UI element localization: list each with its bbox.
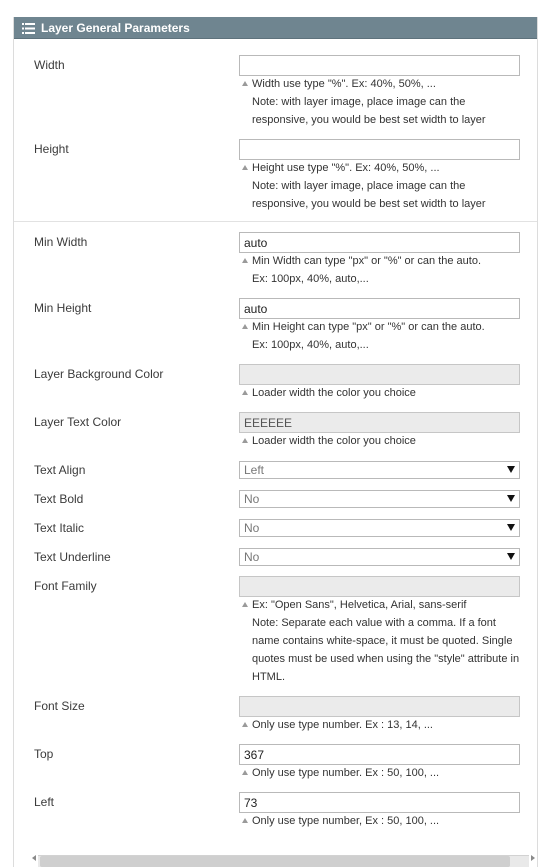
height-note: Height use type "%". Ex: 40%, 50%, ... Note: with layer image, place image can the responsive, you would be best set width to layer (239, 159, 524, 213)
text-italic-select[interactable] (239, 519, 520, 537)
font-family-input[interactable] (239, 576, 520, 597)
dropdown-arrow-icon (507, 524, 515, 531)
text-color-input[interactable] (239, 412, 520, 433)
bg-color-label: Layer Background Color (34, 367, 164, 381)
dropdown-arrow-icon (507, 553, 515, 560)
min-width-input[interactable] (239, 232, 520, 253)
text-color-note: Loader width the color you choice (239, 432, 524, 450)
text-bold-select[interactable] (239, 490, 520, 508)
layer-general-parameters-panel (13, 17, 538, 867)
min-height-label: Min Height (34, 301, 92, 315)
scroll-left-arrow-icon[interactable] (32, 855, 36, 861)
note-triangle-icon (242, 324, 248, 329)
note-triangle-icon (242, 81, 248, 86)
width-note: Width use type "%". Ex: 40%, 50%, ... Note: with layer image, place image can the responsive, you would be best set width to layer (239, 75, 524, 129)
section-divider (14, 221, 537, 222)
font-family-label: Font Family (34, 579, 97, 593)
note-triangle-icon (242, 258, 248, 263)
panel-title: Layer General Parameters (41, 21, 190, 35)
dropdown-arrow-icon (507, 466, 515, 473)
note-triangle-icon (242, 165, 248, 170)
note-triangle-icon (242, 390, 248, 395)
text-italic-label: Text Italic (34, 521, 85, 535)
panel-header[interactable] (14, 17, 537, 39)
min-height-note: Min Height can type "px" or "%" or can the auto. Ex: 100px, 40%, auto,... (239, 318, 524, 354)
scrollbar-thumb[interactable] (40, 856, 510, 867)
font-size-input[interactable] (239, 696, 520, 717)
font-size-label: Font Size (34, 699, 85, 713)
note-triangle-icon (242, 722, 248, 727)
top-note: Only use type number. Ex : 50, 100, ... (239, 764, 524, 782)
text-underline-select[interactable] (239, 548, 520, 566)
bg-color-note: Loader width the color you choice (239, 384, 524, 402)
font-size-note: Only use type number. Ex : 13, 14, ... (239, 716, 524, 734)
note-triangle-icon (242, 770, 248, 775)
height-input[interactable] (239, 139, 520, 160)
text-color-label: Layer Text Color (34, 415, 122, 429)
text-align-select[interactable] (239, 461, 520, 479)
note-triangle-icon (242, 438, 248, 443)
min-width-label: Min Width (34, 235, 88, 249)
height-label: Height (34, 142, 69, 156)
left-label: Left (34, 795, 55, 809)
dropdown-arrow-icon (507, 495, 515, 502)
note-triangle-icon (242, 818, 248, 823)
text-align-value: Left (244, 463, 265, 477)
text-italic-value: No (244, 521, 260, 535)
top-label: Top (34, 747, 54, 761)
text-bold-label: Text Bold (34, 492, 84, 506)
bg-color-input[interactable] (239, 364, 520, 385)
text-underline-value: No (244, 550, 260, 564)
left-input[interactable] (239, 792, 520, 813)
min-height-input[interactable] (239, 298, 520, 319)
font-family-note: Ex: "Open Sans", Helvetica, Arial, sans-serif Note: Separate each value with a comma. If a font name contains white-space, it must be quoted. Single quotes must be used when using the "style" attribute in HTML. (239, 596, 524, 686)
left-note: Only use type number, Ex : 50, 100, ... (239, 812, 524, 830)
width-label: Width (34, 58, 65, 72)
text-underline-label: Text Underline (34, 550, 111, 564)
list-icon (22, 23, 35, 34)
scroll-right-arrow-icon[interactable] (531, 855, 535, 861)
text-align-label: Text Align (34, 463, 86, 477)
horizontal-scrollbar[interactable] (30, 842, 537, 867)
text-bold-value: No (244, 492, 260, 506)
note-triangle-icon (242, 602, 248, 607)
width-input[interactable] (239, 55, 520, 76)
top-input[interactable] (239, 744, 520, 765)
min-width-note: Min Width can type "px" or "%" or can the auto. Ex: 100px, 40%, auto,... (239, 252, 524, 288)
